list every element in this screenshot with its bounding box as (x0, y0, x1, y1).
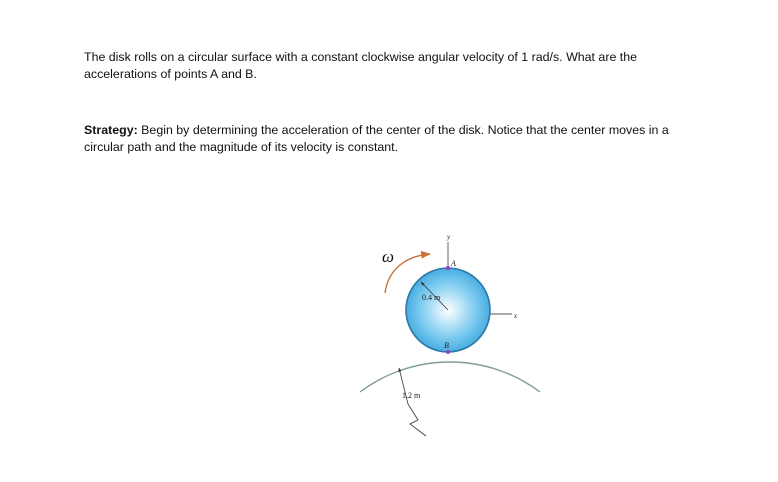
break-line-icon (408, 404, 426, 436)
problem-statement: The disk rolls on a circular surface with a constant clockwise angular velocity of 1 rad/s. What are the accelerations of points A and B. (84, 50, 638, 81)
surface-radius-label: 1.2 m (402, 391, 421, 400)
y-axis-label: y (447, 233, 451, 241)
strategy-text: Begin by determining the acceleration of the center of the disk. Notice that the center moves in a circular path and the magnitude of its velocity is constant. (84, 123, 669, 154)
point-b-label: B (444, 341, 449, 350)
circular-surface (360, 362, 540, 392)
disk-radius-label: 0.4 m (422, 293, 441, 302)
x-axis-label: x (514, 312, 518, 320)
point-a-marker (446, 266, 450, 270)
point-a-label: A (451, 259, 456, 268)
omega-label: ω (382, 247, 395, 266)
strategy-label: Strategy: (84, 123, 138, 137)
point-b-marker (446, 350, 450, 354)
